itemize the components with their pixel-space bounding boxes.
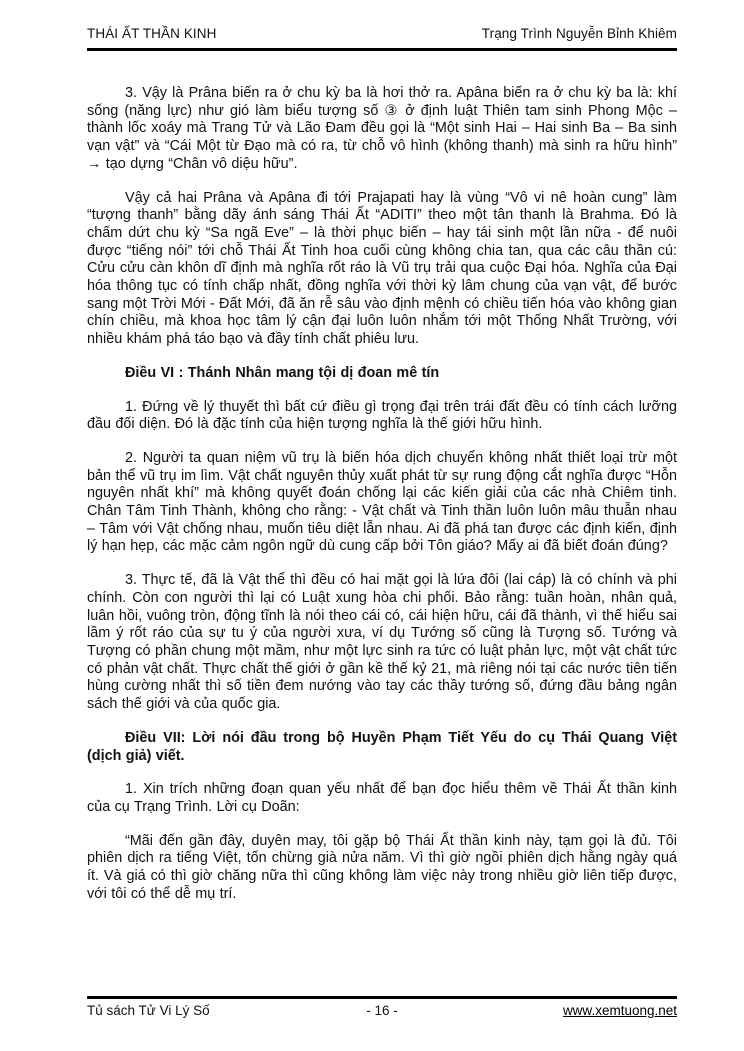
- footer-page-number: - 16 -: [366, 1003, 398, 1018]
- header-book-title: THÁI ẤT THẦN KINH: [87, 26, 217, 41]
- paragraph-thuc-te: 3. Thực tế, đã là Vật thể thì đều có hai mặt gọi là lứa đôi (lai cáp) là có chính và phi chính. Còn con người thì lại có Luật xung hòa chi phối. Bảo rằng: tuần hoàn, nhân quả, luân hồi, vuông tròn, động tĩnh là nói theo cái có, cái hiện hữu, cái đã thành, vì thế hiểu sai lầm ý rốt ráo của sự tu ý của người xưa, ví dụ Tướng số cũng là Tượng số. Tướng và Tượng có phần chung một mầm, như một lực sinh ra tức có luật phản lực, một vật chất tức có phản vật chất. Thực chất thế giới ở gần kề thế kỷ 21, mà riêng nói tại các nước tiên tiến hùng cường nhất thì số tiền đem nướng vào tay các thầy tướng số, đứng đầu bảng ngân sách thế giới và của quốc gia.: [87, 572, 677, 713]
- page-body: [87, 85, 677, 903]
- page-footer: [87, 996, 677, 1019]
- paragraph-prajapati: Vậy cả hai Prâna và Apâna đi tới Prajapati hay là vùng “Vô vi nê hoàn cung” làm “tượng thanh” bằng dãy ánh sáng Thái Ất “ADITI” theo một tân thanh là Brahma. Đó là chấm dứt chu kỳ “Sa ngã Eve” – là thời phục biến – hay tái sinh một lần nữa - để nuôi được “tiếng nói” tới chỗ Thái Ất Tinh hoa cuối cùng không chia tan, qua các câu thần cú: Cửu cửu càn khôn dĩ định mà nghĩa rốt ráo là Vũ trụ trải qua cuộc Đại hóa. Nghĩa của Đại hóa thông tục có tính chấp nhất, đồng nghĩa với thời kỳ lâm chung của vạn vật, để bước sang một Trời Mới - Đất Mới, đã ăn rễ sâu vào định mệnh có chiều tiến hóa vào không gian chín chiều, mà khoa học tâm lý cận đại luôn luôn nhắm tới một Thống Nhất Trường, với nhiều khám phá táo bạo và đầy tính chất phiêu lưu.: [87, 189, 677, 348]
- heading-dieu-vi: Điều VI : Thánh Nhân mang tội dị đoan mê tín: [125, 364, 440, 381]
- paragraph-ly-thuyet: 1. Đứng về lý thuyết thì bất cứ điều gì trọng đại trên trái đất đều có tính cách lưỡng đầu đối diện. Đó là đặc tính của hiện tượng nghĩa là thế giới hữu hình.: [87, 398, 677, 433]
- footer-website-link[interactable]: www.xemtuong.net: [562, 1003, 677, 1018]
- page-header: [87, 26, 677, 51]
- paragraph-prana-cycle: 3. Vậy là Prâna biến ra ở chu kỳ ba là hơi thở ra. Apâna biến ra ở chu kỳ ba là: khí sống (năng lực) như gió làm biểu tượng số ③ ở định luật Thiên tam sinh Phong Mộc – thành lốc xoáy mà Trang Tử và Lão Đam đều gọi là “Một sinh Hai – Hai sinh Ba – Ba sinh vạn vật” và “Cái Một từ Đạo mà có ra, từ chỗ vô hình (không thanh) mà sinh ra hữu hình” → tạo dựng “Chân vô diệu hữu”.: [87, 85, 677, 172]
- paragraph-quan-niem-vu-tru: 2. Người ta quan niệm vũ trụ là biến hóa dịch chuyển không nhất thiết loại trừ một bản thể vũ trụ im lìm. Vật chất nguyên thủy xuất phát từ sự rung động cắt nghĩa được “Hỗn nguyên nhất khí” mà không quyết đoán chống lại các kiến giải của các nhà Chiêm tinh. Chân Tâm Tinh Thành, không cho rằng: - Vật chất và Tinh thần luôn luôn mâu thuẫn nhau – Tâm với Vật chống nhau, muốn tiêu diệt lẫn nhau. Ai đã phá tan được các định kiến, định lý hạn hẹp, các mặc cảm ngôn ngữ dù cung cấp bởi Tôn giáo? Mấy ai đã biết đoán đúng?: [87, 449, 677, 555]
- paragraph-xin-trich: 1. Xin trích những đoạn quan yếu nhất để bạn đọc hiểu thêm về Thái Ất thần kinh của cụ Trạng Trình. Lời cụ Doãn:: [87, 781, 677, 815]
- heading-dieu-vii: Điều VII: Lời nói đầu trong bộ Huyền Phạm Tiết Yếu do cụ Thái Quang Việt (dịch giả) viết.: [87, 729, 677, 764]
- paragraph-quote-loi-cu-doan: “Mãi đến gần đây, duyên may, tôi gặp bộ Thái Ất thần kinh này, tạm gọi là đủ. Tôi phiên dịch ra tiếng Việt, tốn chừng già nửa năm. Vì thì giờ ngồi phiên dịch hằng ngày quá ít. Và giá có thì giờ chăng nữa thì cũng không làm việc này trong nhiều giờ liên tiếp được, với tôi có thể dễ mụ trí.: [87, 832, 677, 902]
- header-author: Trạng Trình Nguyễn Bỉnh Khiêm: [481, 26, 677, 41]
- footer-series-title: Tủ sách Tử Vi Lý Số: [87, 1003, 210, 1018]
